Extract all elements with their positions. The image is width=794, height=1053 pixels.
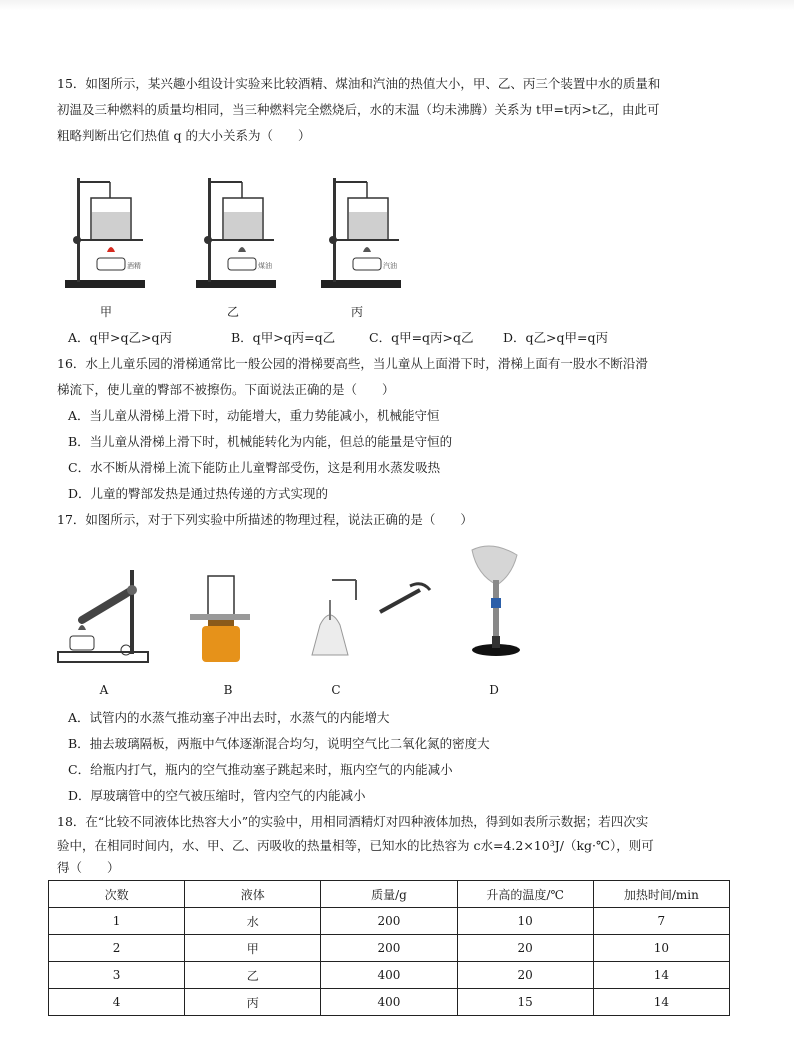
q16-option-d[interactable]: D．儿童的臀部发热是通过热传递的方式实现的 <box>68 486 329 501</box>
caption-d: D <box>489 683 499 697</box>
q15-option-d[interactable]: D．q乙>q甲=q丙 <box>503 330 608 345</box>
header-temp-rise: 升高的温度/℃ <box>457 881 593 908</box>
scan-edge <box>0 0 794 10</box>
table-row <box>49 935 730 962</box>
apparatus-jia-figure <box>55 168 155 296</box>
q18-line2: 验中，在相同时间内，水、甲、乙、丙吸收的热量相等，已知水的比热容为 c水=4.2×10³J/（kg·℃），则可 <box>57 838 654 853</box>
header-mass: 质量/g <box>321 881 457 908</box>
caption-c: C <box>331 683 341 697</box>
caption-bing: 丙 <box>350 305 363 319</box>
q18-line1: 18．在“比较不同液体比热容大小”的实验中，用相同酒精灯对四种液体加热，得到如表所示数据；若四次实 <box>57 814 649 829</box>
q17-line1: 17．如图所示，对于下列实验中所描述的物理过程，说法正确的是（ ） <box>57 512 473 527</box>
header-trial: 次数 <box>49 881 185 908</box>
caption-b: B <box>223 683 233 697</box>
q17-option-b[interactable]: B．抽去玻璃隔板，两瓶中气体逐渐混合均匀，说明空气比二氧化氮的密度大 <box>68 736 490 751</box>
caption-yi: 乙 <box>226 305 239 319</box>
table-row <box>49 908 730 935</box>
apparatus-bing-figure <box>315 168 415 296</box>
table-cell: 14 <box>593 962 729 989</box>
q16-option-b[interactable]: B．当儿童从滑梯上滑下时，机械能转化为内能，但总的能量是守恒的 <box>68 434 453 449</box>
experiment-b-figure <box>180 572 260 672</box>
header-heating-time: 加热时间/min <box>593 881 729 908</box>
q15-option-a[interactable]: A．q甲>q乙>q丙 <box>68 330 172 345</box>
table-row <box>49 989 730 1016</box>
svg-text:煤油: 煤油 <box>258 262 272 270</box>
table-cell: 20 <box>457 962 593 989</box>
q18-line3: 得（ ） <box>57 860 120 875</box>
table-cell: 甲 <box>185 935 321 962</box>
q15-line1: 15．如图所示，某兴趣小组设计实验来比较酒精、煤油和汽油的热值大小，甲、乙、丙三个装置中水的质量和 <box>57 76 661 91</box>
table-cell: 乙 <box>185 962 321 989</box>
q15-option-b[interactable]: B．q甲>q丙=q乙 <box>231 330 336 345</box>
q16-line2: 梯流下，使儿童的臀部不被擦伤。下面说法正确的是（ ） <box>57 382 395 397</box>
svg-text:酒精: 酒精 <box>127 262 141 270</box>
table-cell: 丙 <box>185 989 321 1016</box>
table-cell: 10 <box>593 935 729 962</box>
table-cell: 200 <box>321 935 457 962</box>
table-cell: 400 <box>321 962 457 989</box>
svg-text:汽油: 汽油 <box>383 262 397 270</box>
table-cell: 7 <box>593 908 729 935</box>
q16-option-c[interactable]: C．水不断从滑梯上流下能防止儿童臀部受伤，这是利用水蒸发吸热 <box>68 460 441 475</box>
q17-option-c[interactable]: C．给瓶内打气，瓶内的空气推动塞子跳起来时，瓶内空气的内能减小 <box>68 762 453 777</box>
table-cell: 20 <box>457 935 593 962</box>
q16-line1: 16．水上儿童乐园的滑梯通常比一般公园的滑梯要高些，当儿童从上面滑下时，滑梯上面有一股水不断沿滑 <box>57 356 648 371</box>
q17-option-d[interactable]: D．厚玻璃管中的空气被压缩时，管内空气的内能减小 <box>68 788 366 803</box>
q16-option-a[interactable]: A．当儿童从滑梯上滑下时，动能增大，重力势能减小，机械能守恒 <box>68 408 440 423</box>
table-cell: 3 <box>49 962 185 989</box>
header-liquid: 液体 <box>185 881 321 908</box>
table-cell: 200 <box>321 908 457 935</box>
q15-line2: 初温及三种燃料的质量均相同，当三种燃料完全燃烧后，水的末温（均未沸腾）关系为 t甲=t丙>t乙，由此可 <box>57 102 660 117</box>
q18-data-table <box>48 880 730 1016</box>
table-row <box>49 962 730 989</box>
q15-option-c[interactable]: C．q甲=q丙>q乙 <box>369 330 474 345</box>
table-header-row <box>49 881 730 908</box>
table-cell: 14 <box>593 989 729 1016</box>
caption-jia: 甲 <box>99 305 112 319</box>
experiment-d-figure <box>462 540 532 670</box>
apparatus-yi-figure <box>190 168 290 296</box>
table-cell: 15 <box>457 989 593 1016</box>
experiment-c-figure <box>310 570 440 670</box>
table-cell: 400 <box>321 989 457 1016</box>
q17-option-a[interactable]: A．试管内的水蒸气推动塞子冲出去时，水蒸气的内能增大 <box>68 710 390 725</box>
caption-a: A <box>99 683 109 697</box>
table-cell: 2 <box>49 935 185 962</box>
table-cell: 1 <box>49 908 185 935</box>
table-cell: 4 <box>49 989 185 1016</box>
table-cell: 10 <box>457 908 593 935</box>
q15-line3: 粗略判断出它们热值 q 的大小关系为（ ） <box>57 128 311 143</box>
table-cell: 水 <box>185 908 321 935</box>
experiment-a-figure <box>52 560 157 670</box>
